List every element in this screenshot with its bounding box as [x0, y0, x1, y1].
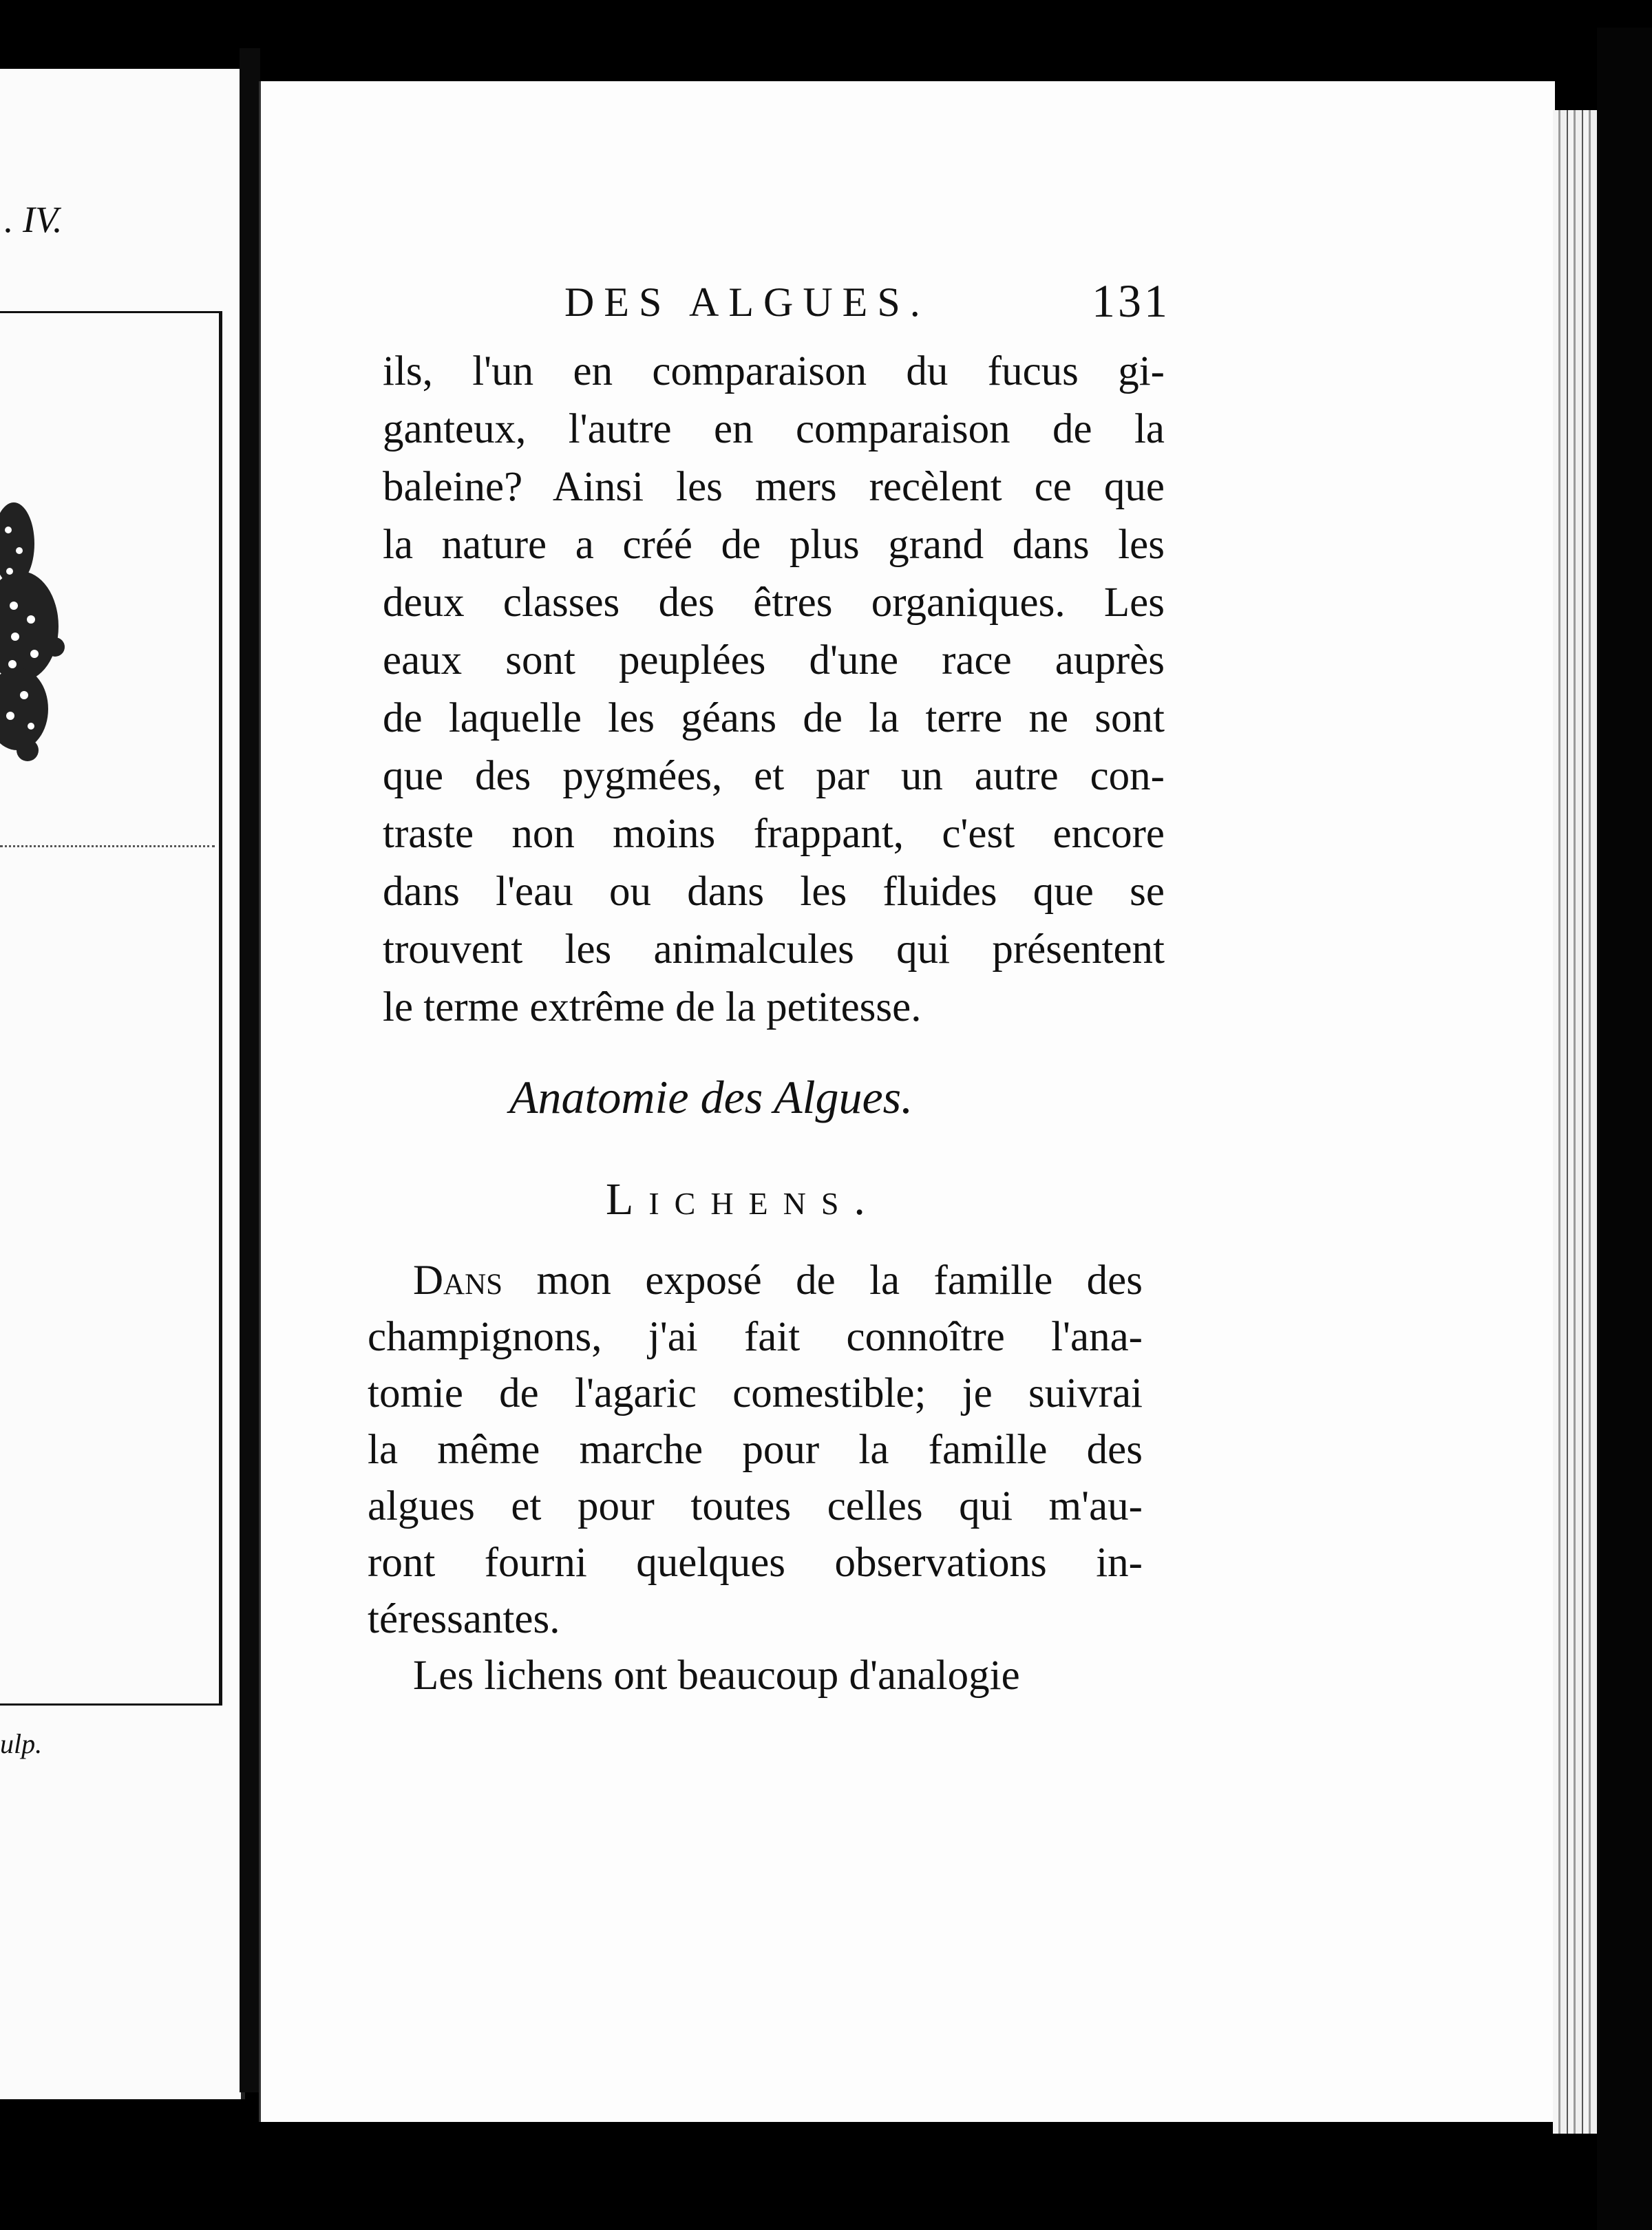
text-line: eaux sont peuplées d'une race auprès	[383, 637, 1165, 683]
running-head: DES ALGUES.	[564, 279, 930, 325]
paragraph-1	[383, 343, 1165, 1037]
text-line: de laquelle les géans de la terre ne sont	[383, 695, 1165, 741]
dropcap-word: Dans	[413, 1257, 503, 1304]
text-line: ganteux, l'autre en comparaison de la	[383, 406, 1165, 452]
book-gutter	[240, 48, 260, 2092]
text-line: ront fourni quelques observations in-	[368, 1540, 1143, 1586]
subsection-title: Lichens.	[606, 1174, 880, 1224]
plate-label: . IV.	[4, 199, 63, 240]
section-title: Anatomie des Algues.	[509, 1071, 913, 1123]
text-line: tomie de l'agaric comestible; je suivrai	[368, 1370, 1143, 1416]
engraver-credit: ulp.	[0, 1728, 43, 1759]
text-line: deux classes des êtres organiques. Les	[383, 580, 1165, 626]
text-line-rest: mon exposé de la famille des	[502, 1257, 1143, 1304]
dotted-divider	[0, 845, 215, 847]
text-line: téressantes.	[368, 1596, 560, 1642]
page-number: 131	[1092, 275, 1170, 327]
text-line: champignons, j'ai fait connoître l'ana-	[368, 1314, 1143, 1360]
paragraph-2	[368, 1253, 1143, 1704]
text-line: algues et pour toutes celles qui m'au-	[368, 1483, 1143, 1529]
text-line: baleine? Ainsi les mers recèlent ce que	[383, 464, 1165, 510]
page-edges	[1553, 110, 1597, 2134]
text-line: la nature a créé de plus grand dans les	[383, 522, 1165, 568]
text-line: que des pygmées, et par un autre con-	[383, 753, 1165, 799]
scan-border	[1597, 28, 1652, 2230]
plate-illustration-fragment	[0, 489, 69, 771]
text-line: traste non moins frappant, c'est encore	[383, 811, 1165, 857]
text-line	[368, 1253, 1143, 1309]
text-line: ils, l'un en comparaison du fucus gi-	[383, 348, 1165, 394]
text-line: le terme extrême de la petitesse.	[383, 984, 922, 1030]
plate-page	[0, 69, 245, 2099]
text-line: trouvent les animalcules qui présentent	[383, 926, 1165, 973]
text-line: la même marche pour la famille des	[368, 1427, 1143, 1473]
text-line: dans l'eau ou dans les fluides que se	[383, 869, 1165, 915]
paragraph-3-line: Les lichens ont beaucoup d'analogie	[413, 1653, 1020, 1699]
